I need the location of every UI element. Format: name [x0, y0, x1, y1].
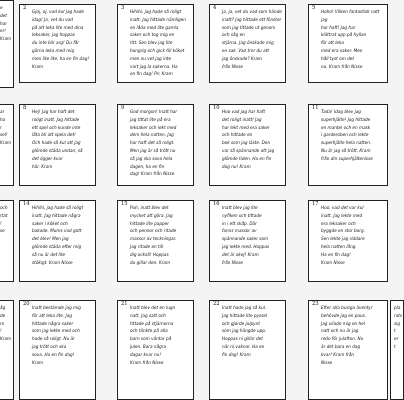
card-number: 2	[23, 5, 27, 11]
card-number: 21	[121, 301, 128, 307]
letter-card	[19, 200, 96, 282]
letter-card	[19, 4, 96, 83]
card-text: Inatt hade jag så kul. Jag hittade lite pyssel och gjorde julpynt som jag hängde upp. Hoppas ni gillar det när ni vaknar. Ha en fin dag! Kram	[222, 305, 268, 357]
letter-card	[19, 300, 96, 400]
card-text: pla rats sig t er t	[394, 305, 403, 349]
letter-card	[308, 4, 388, 83]
letter-card	[209, 300, 286, 400]
card-number: 20	[23, 301, 30, 307]
letter-card	[117, 104, 194, 186]
card-number: 17	[312, 201, 319, 207]
card-number: 14	[23, 201, 30, 207]
card-text: Gjoj, oj, vad kul jag hade idag! Ja, vet du vad på att leka lite med dina leksaker, jag hoppas du inte blir arg! Du får gärna leka med mig men lite lite, ha en fin dag! Kram	[32, 9, 90, 69]
letter-card	[308, 300, 388, 400]
card-number: 10	[213, 105, 220, 111]
letter-card	[0, 300, 14, 400]
letter-card	[117, 4, 194, 83]
card-text: Hihihi, jag hade så roligt inatt. Jag hittade några saker i köket och bakade. Mums vad gott det blev! Men jag glömde städa efter mig så nu är det lite stökigt. Kram Nisse	[32, 205, 84, 265]
letter-card	[209, 200, 286, 282]
card-number: 11	[312, 105, 319, 111]
card-number: 23	[312, 301, 319, 307]
card-text: Hoho! Vilken fantastisk natt jag har haft! Jag har klättrat upp på hyllan för att leka med era saker. Men håll tyst om det nu. Kram från Nisse	[321, 9, 380, 69]
letter-card	[0, 0, 14, 88]
card-number: 4	[213, 5, 217, 11]
letter-card	[308, 200, 388, 282]
letter-card	[19, 104, 96, 186]
card-number: 15	[121, 201, 128, 207]
card-number: 16	[213, 201, 220, 207]
card-number: 22	[213, 301, 220, 307]
card-text: Inatt blev jag lite nyfiken och tittade in i ett skåp. Där fanns massor av spännande saker som jag lekte med. Hoppas det är okej! Kram från Nisse	[222, 205, 270, 265]
card-number: 8	[23, 105, 27, 111]
card-text: Hoo vad jag har haft det roligt inatt! Jag har lekt med era saker och hittade en bok som jag läste. Den var så spännande att jag glömde tiden. Ha en fin dag nu! Kram	[222, 109, 275, 169]
card-text: och rtat ! se	[0, 205, 8, 234]
card-number: 9	[121, 105, 125, 111]
letter-card	[308, 104, 388, 186]
card-text: ar ha r sel! Kram	[0, 109, 12, 146]
card-text: Tada! Idag blev jag superhjälte! Jag hittade en mantel och en mask i garderoben och lekte superhjälte hela natten. Nu är jag så trött. Kram från din superhjältenisse	[321, 109, 373, 161]
card-text: Hihihi, jag hade så roligt inatt. Jag hittade nämligen en låda med lite gamla saker och tog mig en titt. Sen blev jag lite hungrig och gick till köket men nu vet jag inte vart jag la sakerna. Ha en fin dag! Ps: Kram	[130, 9, 186, 77]
letter-card	[209, 4, 286, 83]
card-text: Puh, inatt blev det mycket att göra. Jag hittade lite papper och pennor och ritade massor av teckningar. Jag ritade en till dig också! Hoppas du gillar den. Kram	[130, 205, 177, 265]
letter-card	[0, 104, 14, 186]
card-text: Hoo, vad det var kul inatt. Jag lekte med era leksaker och byggde en stor borg. Sen lekte jag riddare hela natten lång. Ha en fin dag! Kram Nisse	[321, 205, 365, 265]
letter-card	[117, 200, 194, 282]
card-text: Ja, ja, vet du vad som hände inatt? Jag hittade ett fönster som jag tittade ut genom och såg en stjärna. Jag önskade mig en sak. Vad tror du att jag önskade? Kram från Nisse	[222, 9, 282, 69]
card-text: God morgon! Inatt har jag tittat lite på era leksaker och lekt med dem hela natten. Jag har haft det så roligt. Men jag är så trött nu så jag ska sova hela dagen, ha en fin dag! Kram från Nisse	[130, 109, 178, 177]
card-number: 5	[312, 5, 316, 11]
letter-card	[209, 104, 286, 186]
card-text: Inatt blev det en lugn natt. Jag satt och tittade på stjärnorna och tänkte på alla barn som väntar på julen. Bara några dagar kvar nu! Kram från Nisse	[130, 305, 176, 365]
letter-card	[390, 300, 404, 400]
card-text: Inatt bestämde jag mig för att leka lite. Jag hittade några saker som jag lekte med och hade så roligt. Nu är jag trött och ska sova. Ha en fin dag! Kram	[32, 305, 81, 365]
card-number: 3	[121, 5, 125, 11]
letter-card	[117, 300, 194, 400]
letter-card	[0, 200, 14, 282]
card-text: Efter alla busiga äventyr behövde jag en paus. Jag vilade mig en hel natt och nu är jag redo för julafton. Nu är det bara en dag kvar! Kram från Nisse	[321, 305, 373, 365]
card-text: åg de rn ! Kram	[0, 305, 12, 342]
card-text: Hej! Jag har haft det roligt inatt. Jag hittade ett spel och kunde inte låta bli att spela det! Och hade så kul att jag glömde städa undan, så det ligger kvar här. Kram	[32, 109, 83, 169]
card-text: e det har er! Kram	[0, 5, 12, 42]
